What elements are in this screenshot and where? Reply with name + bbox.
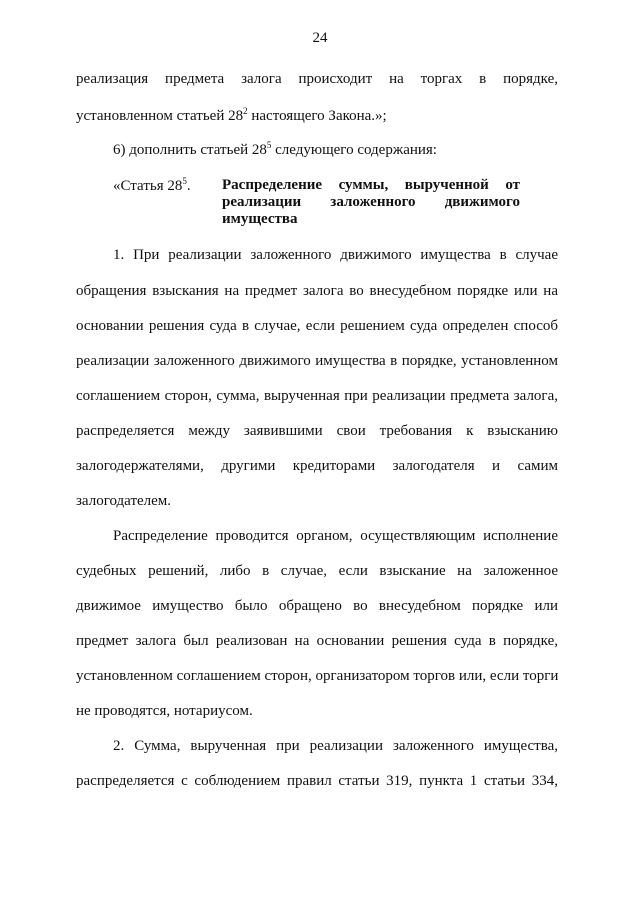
article-title-line: имущества — [222, 211, 298, 227]
text-line: распределяется между заявившими свои требования к взысканию — [76, 423, 558, 439]
text-line: установленном статьей $28^2$ настоящего Закона.»; — [76, 106, 387, 124]
text-line: реализации заложенного движимого имущества в порядке, установленном — [76, 353, 558, 369]
text-line: судебных решений, либо в случае, если взыскание на заложенное — [76, 563, 558, 579]
text-line: соглашением сторон, сумма, вырученная при реализации предмета залога, — [76, 388, 558, 404]
article-label: «Статья $28^5$. — [113, 176, 191, 194]
text-line: движимое имущество было обращено во внесудебном порядке или — [76, 598, 558, 614]
text-line: основании решения суда в случае, если решением суда определен способ — [76, 318, 558, 334]
text-line: залогодателем. — [76, 493, 172, 509]
amendment-item-6: 6) дополнить статьей $28^5$ следующего содержания: — [113, 140, 437, 158]
text-line: не проводятся, нотариусом. — [76, 703, 253, 719]
text-line: Распределение проводится органом, осуществляющим исполнение — [113, 528, 558, 544]
text-line: обращения взыскания на предмет залога во внесудебном порядке или на — [76, 283, 558, 299]
page-number: 24 — [312, 30, 328, 46]
text-line: 2. Сумма, вырученная при реализации заложенного имущества, — [113, 738, 558, 754]
text-line: реализация предмета залога происходит на торгах в порядке, — [76, 71, 558, 87]
text-line: установленном соглашением сторон, организатором торгов или, если торги — [76, 668, 559, 684]
text-line: залогодержателями, другими кредиторами залогодателя и самим — [76, 458, 558, 474]
article-title-line: Распределение суммы, вырученной от — [222, 177, 520, 193]
article-title-line: реализации заложенного движимого — [222, 194, 520, 210]
text-line: распределяется с соблюдением правил статьи 319, пункта 1 статьи 334, — [76, 773, 558, 789]
text-line: 1. При реализации заложенного движимого имущества в случае — [113, 247, 558, 263]
text-line: предмет залога был реализован на основании решения суда в порядке, — [76, 633, 558, 649]
